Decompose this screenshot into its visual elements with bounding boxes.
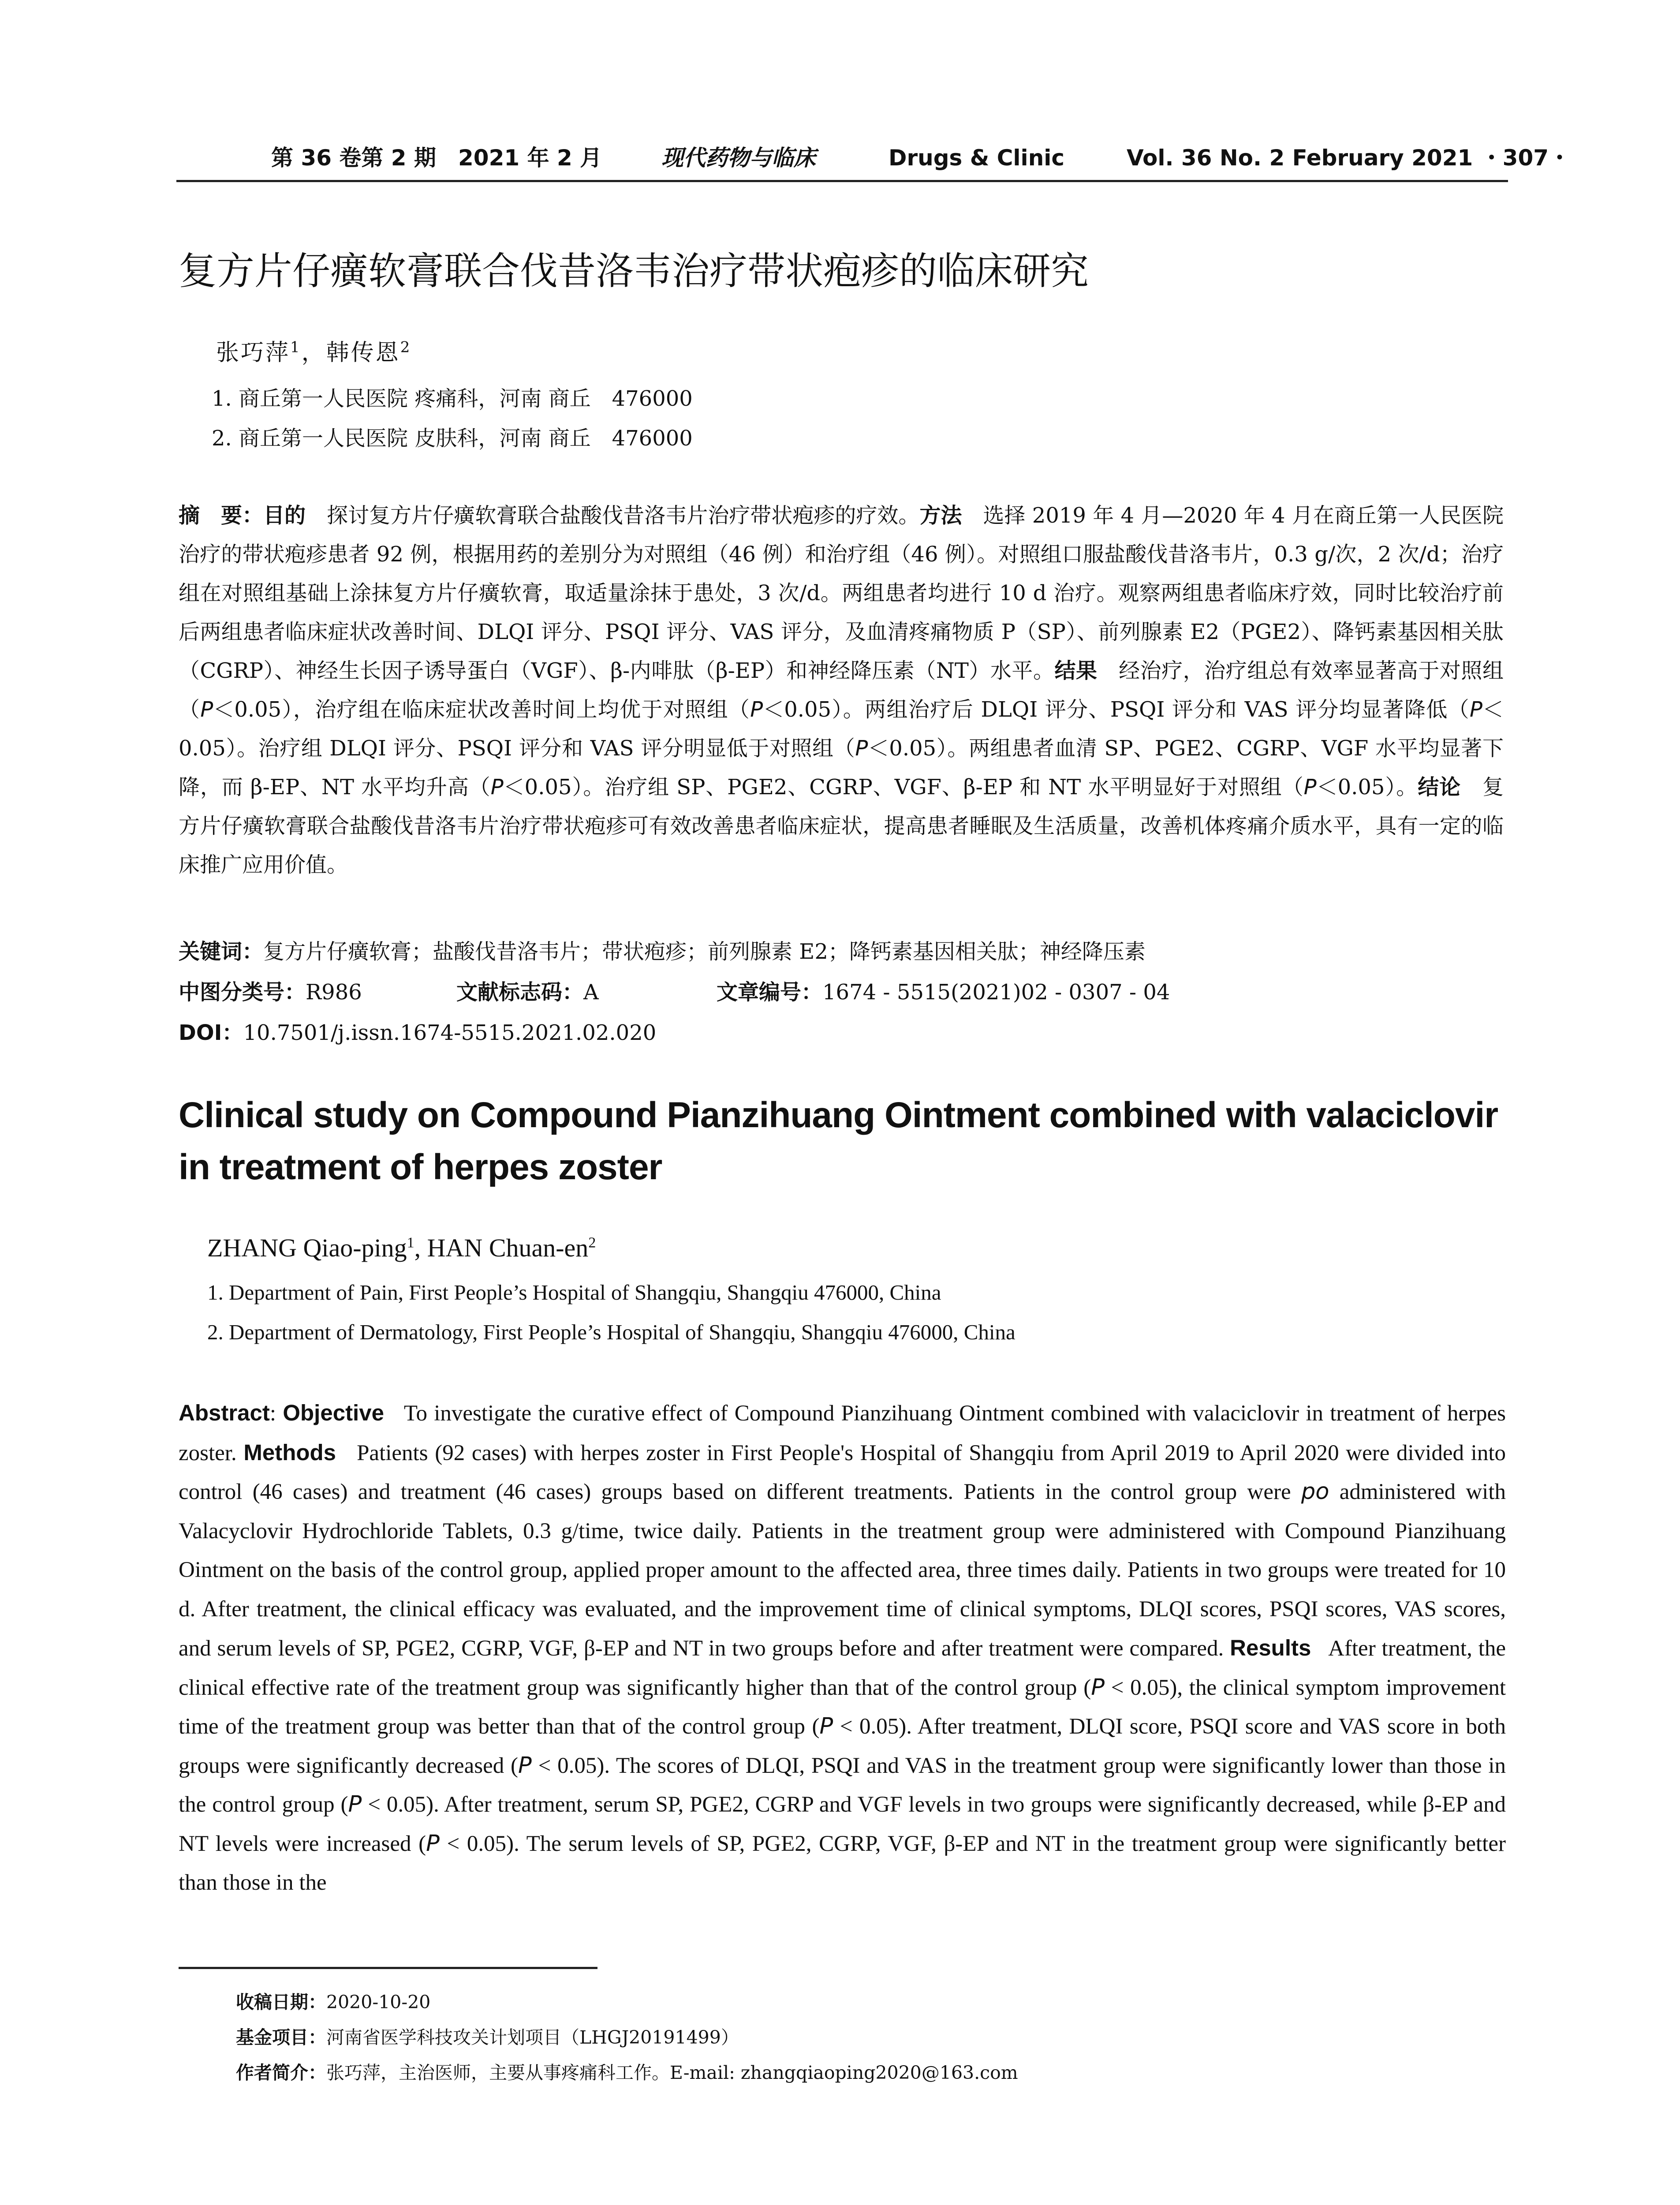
results-text: ＜0.05）。两组患者血清 SP、PGE2、CGRP、VGF 水平均显著下降，而 β-EP、NT 水平均升高（ (179, 736, 1504, 800)
issue-info: 第 36 卷第 2 期 2021 年 2 月 (271, 145, 602, 171)
methods-label: 方法 (919, 503, 962, 528)
p-value-symbol: P (426, 1830, 440, 1857)
author-bio (236, 2055, 1018, 2090)
journal-name-en: Drugs & Clinic (889, 145, 1065, 171)
running-header (176, 140, 1571, 182)
author-affil-mark: 1 (290, 338, 302, 356)
class-number-value: R986 (306, 980, 362, 1005)
article-title-en: Clinical study on Compound Pianzihuang Ointment combined with valaciclovir in treatment of herpes zoster (179, 1095, 1498, 1187)
keywords-label: 关键词： (179, 939, 264, 964)
class-number (179, 975, 456, 1010)
document-code (456, 975, 717, 1010)
results-text: ＜0.05）。 (1316, 775, 1418, 800)
methods-text: 选择 2019 年 4 月—2020 年 4 月在商丘第一人民医院治疗的带状疱疹患者 92 例，根据用药的差别分为对照组（46 例）和治疗组（46 例）。对照组口服盐酸伐昔洛韦片，0.3 g/次，2 次/d；治疗组在对照组基础上涂抹复方片仔癀软膏，取适量涂抹于患处，3 次/d。两组患者均进行 10 d 治疗。观察两组患者临床疗效，同时比较治疗前后两组患者临床症状改善时间、DLQI 评分、PSQI 评分、VAS 评分，及血清疼痛物质 P（SP）、前列腺素 E2（PGE2）、降钙素基因相关肽（CGRP）、神经生长因子诱导蛋白（VGF）、β-内啡肽（β-EP）和神经降压素（NT）水平。 (179, 503, 1504, 683)
document-code-label: 文献标志码： (456, 980, 584, 1005)
methods-label: Methods (243, 1439, 336, 1465)
methods-text: administered with Valacyclovir Hydrochloride Tablets, 0.3 g/time, twice daily. Patients in the treatment group were administered with Compound Pianzihuang Ointment on the basis of the control group, applied proper amount to the affected area, three times daily. Patients in two groups were treated for 10 d. After treatment, the clinical efficacy was evaluated, and the improvement time of clinical symptoms, DLQI scores, PSQI scores, VAS scores, and serum levels of SP, PGE2, CGRP, VGF, β-EP and NT in two groups before and after treatment were compared. (179, 1480, 1506, 1661)
fund-value: 河南省医学科技攻关计划项目（LHGJ20191499） (326, 2027, 739, 2048)
results-text: ＜0.05），治疗组在临床症状改善时间上均优于对照组（ (213, 697, 750, 722)
results-text: < 0.05). The serum levels of SP, PGE2, CGRP, VGF, β-EP and NT in the treatment group were significantly better than those in the (179, 1831, 1506, 1895)
conclusion-text: 复方片仔癀软膏联合盐酸伐昔洛韦片治疗带状疱疹可有效改善患者临床症状，提高患者睡眠及生活质量，改善机体疼痛介质水平，具有一定的临床推广应用价值。 (179, 775, 1504, 877)
received-label: 收稿日期： (236, 1992, 326, 2013)
p-value-symbol: P (750, 697, 763, 722)
p-value-symbol: P (855, 736, 868, 761)
author-name: ZHANG Qiao-ping (207, 1233, 407, 1262)
objective-text: To investigate the curative effect of Compound Pianzihuang Ointment combined with valaciclovir in treatment of herpes zoster. (179, 1401, 1506, 1465)
doi-line (179, 1015, 656, 1050)
article-number (717, 975, 1170, 1010)
label-colon: : (269, 1401, 283, 1426)
results-text: ＜0.05）。两组治疗后 DLQI 评分、PSQI 评分和 VAS 评分均显著降低（ (763, 697, 1470, 722)
results-label: 结果 (1054, 658, 1098, 683)
bio-label: 作者简介： (236, 2062, 326, 2083)
results-text: ＜0.05）。治疗组 SP、PGE2、CGRP、VGF、β-EP 和 NT 水平明显好于对照组（ (503, 775, 1304, 800)
author-affil-mark: 1 (407, 1234, 414, 1251)
doi-label: DOI： (179, 1020, 243, 1045)
author-name: 张巧萍 (216, 340, 291, 366)
results-text: After treatment, the clinical effective rate of the treatment group was significantly higher than that of the control group ( (179, 1636, 1506, 1700)
fund-info (236, 2020, 1018, 2055)
author-affil-mark: 2 (400, 338, 412, 356)
volume-page-info: Vol. 36 No. 2 February 2021 ・307・ (1127, 145, 1571, 171)
abstract-en (179, 1394, 1506, 1902)
p-value-symbol: P (200, 697, 213, 722)
article-number-label: 文章编号： (717, 980, 823, 1005)
document-code-value: A (583, 980, 599, 1005)
authors-en (207, 1230, 596, 1266)
keywords-cn (179, 934, 1146, 969)
affiliation-cn-1: 1. 商丘第一人民医院 疼痛科，河南 商丘 476000 (212, 386, 693, 411)
p-value-symbol: P (1470, 697, 1482, 722)
author-separator: ， (301, 340, 326, 366)
article-title-cn: 复方片仔癀软膏联合伐昔洛韦治疗带状疱疹的临床研究 (179, 249, 1089, 293)
abstract-label: 摘 要： (179, 503, 264, 528)
author-affil-mark: 2 (588, 1234, 596, 1251)
keywords-text: 复方片仔癀软膏；盐酸伐昔洛韦片；带状疱疹；前列腺素 E2；降钙素基因相关肽；神经降压素 (263, 939, 1146, 964)
classification-line (179, 975, 1170, 1010)
p-value-symbol: P (1091, 1674, 1105, 1700)
article-number-value: 1674 - 5515(2021)02 - 0307 - 04 (822, 980, 1170, 1005)
objective-text: 探讨复方片仔癀软膏联合盐酸伐昔洛韦片治疗带状疱疹的疗效。 (327, 503, 920, 528)
journal-name-cn: 现代药物与临床 (661, 145, 816, 171)
affiliation-en-2: 2. Department of Dermatology, First People’s Hospital of Shangqiu, Shangqiu 476000, China (207, 1320, 1015, 1344)
author-name: HAN Chuan-en (427, 1233, 589, 1262)
p-value-symbol: P (490, 775, 504, 800)
results-text: < 0.05). The scores of DLQI, PSQI and VAS in the treatment group were significantly lower than those in the control group ( (179, 1753, 1506, 1817)
p-value-symbol: P (1303, 775, 1317, 800)
results-text: < 0.05). After treatment, DLQI score, PSQI score and VAS score in both groups were significantly decreased ( (179, 1714, 1506, 1778)
results-text: < 0.05). After treatment, serum SP, PGE2, CGRP and VGF levels in two groups were significantly decreased, while β-EP and NT levels were increased ( (179, 1792, 1506, 1856)
class-number-label: 中图分类号： (179, 980, 306, 1005)
objective-label: Objective (283, 1400, 384, 1425)
author-name: 韩传恩 (326, 340, 400, 366)
objective-label: 目的 (263, 503, 306, 528)
po-abbrev: po (1301, 1479, 1329, 1505)
results-text: 经治疗，治疗组总有效率显著高于对照组（ (179, 658, 1504, 722)
results-text: ＜0.05）。治疗组 DLQI 评分、PSQI 评分和 VAS 评分明显低于对照组（ (179, 697, 1504, 761)
abstract-cn (179, 496, 1504, 884)
doi-value: 10.7501/j.issn.1674-5515.2021.02.020 (243, 1020, 657, 1045)
footnotes (236, 1984, 1018, 2090)
p-value-symbol: P (518, 1752, 532, 1779)
abstract-label: Abstract (179, 1400, 270, 1425)
author-separator: , (414, 1233, 427, 1262)
affiliation-en-1: 1. Department of Pain, First People’s Hospital of Shangqiu, Shangqiu 476000, China (207, 1280, 941, 1304)
affiliation-cn-2: 2. 商丘第一人民医院 皮肤科，河南 商丘 476000 (212, 426, 693, 451)
received-value: 2020-10-20 (326, 1992, 431, 2013)
received-date (236, 1984, 1018, 2020)
authors-cn (216, 335, 411, 370)
conclusion-label: 结论 (1418, 775, 1461, 800)
fund-label: 基金项目： (236, 2027, 326, 2048)
bio-value: 张巧萍，主治医师，主要从事疼痛科工作。E-mail: zhangqiaoping2020@163.com (326, 2062, 1018, 2083)
p-value-symbol: P (819, 1713, 833, 1739)
results-text: < 0.05), the clinical symptom improvement time of the treatment group was better than that of the control group ( (179, 1675, 1506, 1739)
methods-text: Patients (92 cases) with herpes zoster in First People's Hospital of Shangqiu from April 2019 to April 2020 were divided into control (46 cases) and treatment (46 cases) groups based on different treatments. Patients in the control group were (179, 1440, 1506, 1504)
footnote-divider (179, 1967, 597, 1969)
p-value-symbol: P (348, 1791, 362, 1817)
results-label: Results (1230, 1635, 1311, 1660)
